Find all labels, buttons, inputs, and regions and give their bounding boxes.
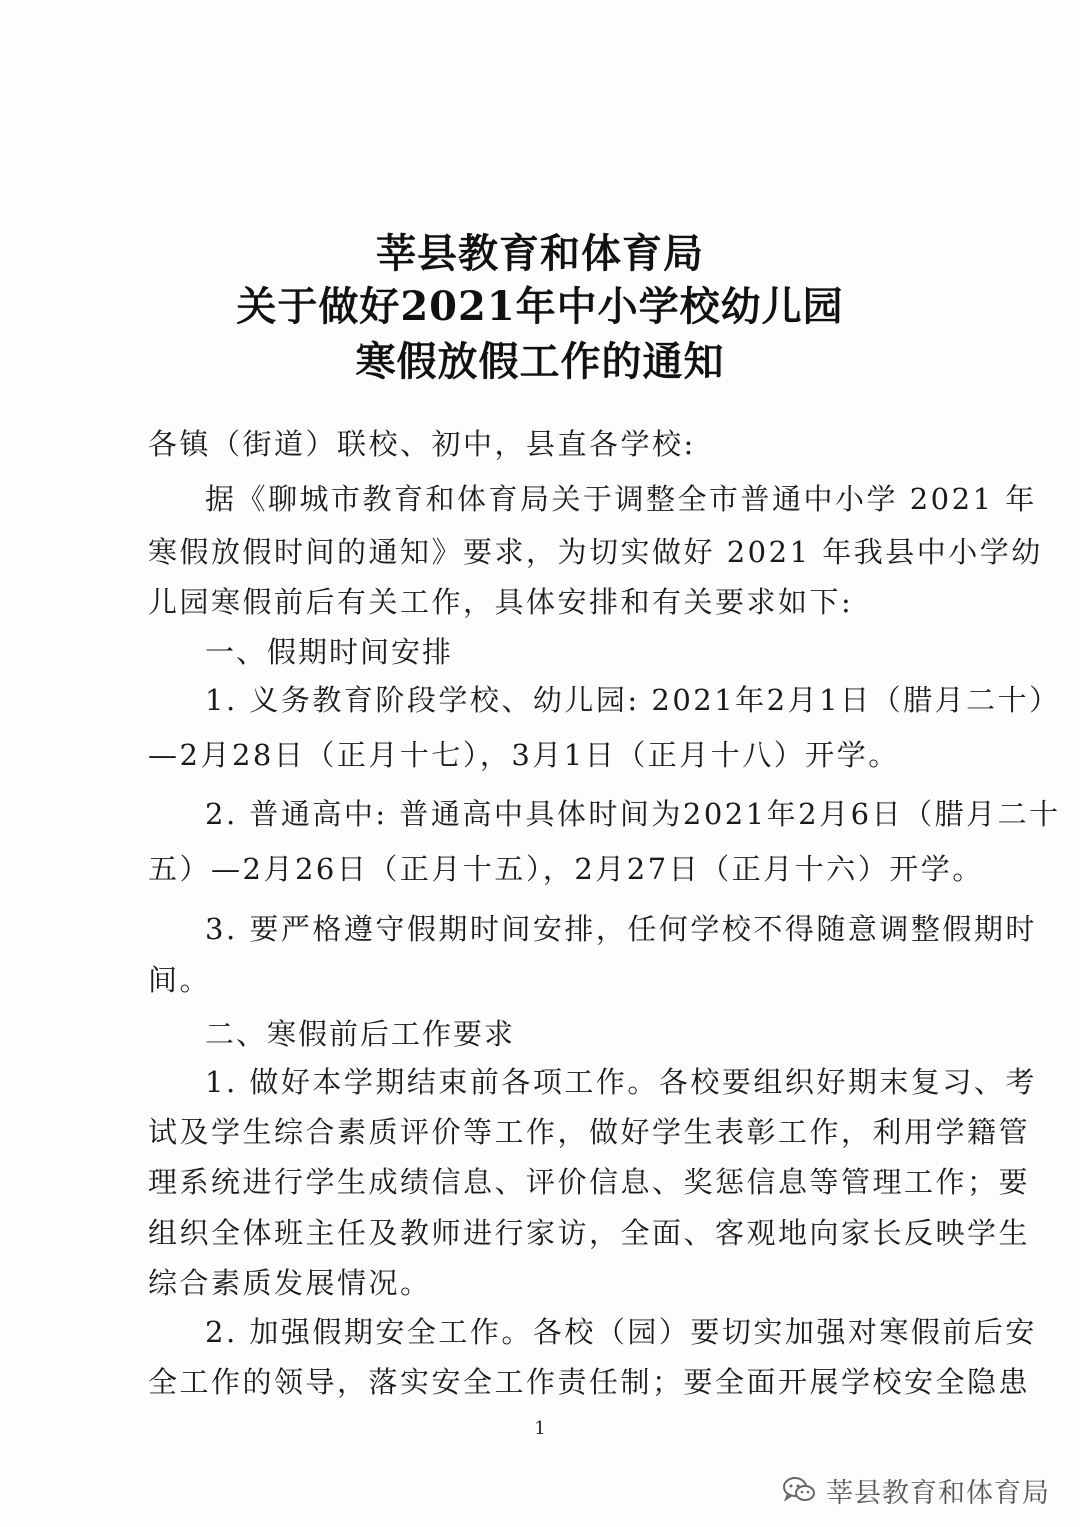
s2-item1-line-1: 1. 做好本学期结束前各项工作。各校要组织好期末复习、考 — [205, 1065, 1037, 1099]
intro-line-2: 寒假放假时间的通知》要求，为切实做好 2021 年我县中小学幼 — [148, 535, 1043, 569]
s1-item1-line-1: 1. 义务教育阶段学校、幼儿园: 2021年2月1日（腊月二十） — [205, 683, 1061, 717]
doc-title-line-2: 关于做好2021年中小学校幼儿园 — [236, 283, 844, 330]
s1-item2-line-1: 2. 普通高中: 普通高中具体时间为2021年2月6日（腊月二十 — [205, 797, 1061, 831]
section1-heading: 一、假期时间安排 — [205, 635, 454, 669]
doc-title-line-1: 莘县教育和体育局 — [376, 230, 704, 277]
page-number: 1 — [534, 1418, 546, 1439]
section2-heading: 二、寒假前后工作要求 — [205, 1017, 516, 1051]
intro-line-3: 儿园寒假前后有关工作，具体安排和有关要求如下: — [148, 585, 854, 619]
s2-item1-line-3: 理系统进行学生成绩信息、评价信息、奖惩信息等管理工作；要 — [148, 1165, 1031, 1199]
doc-title-line-3: 寒假放假工作的通知 — [355, 338, 725, 385]
wechat-icon — [782, 1475, 816, 1505]
s1-item3-line-2: 间。 — [148, 963, 212, 997]
s2-item1-line-4: 组织全体班主任及教师进行家访，全面、客观地向家长反映学生 — [148, 1216, 1031, 1250]
wechat-watermark — [782, 1472, 1050, 1508]
s2-item1-line-5: 综合素质发展情况。 — [148, 1266, 432, 1300]
s1-item2-line-2: 五）—2月26日（正月十五），2月27日（正月十六）开学。 — [148, 852, 984, 886]
s2-item2-line-1: 2. 加强假期安全工作。各校（园）要切实加强对寒假前后安 — [205, 1315, 1037, 1349]
intro-line-1: 据《聊城市教育和体育局关于调整全市普通中小学 2021 年 — [205, 482, 1037, 516]
s2-item1-line-2: 试及学生综合素质评价等工作，做好学生表彰工作，利用学籍管 — [148, 1115, 1031, 1149]
s2-item2-line-2: 全工作的领导，落实安全工作责任制；要全面开展学校安全隐患 — [148, 1365, 1031, 1399]
s1-item3-line-1: 3. 要严格遵守假期时间安排，任何学校不得随意调整假期时 — [205, 912, 1037, 946]
s1-item1-line-2: —2月28日（正月十七），3月1日（正月十八）开学。 — [148, 738, 900, 772]
salutation: 各镇（街道）联校、初中，县直各学校: — [148, 427, 696, 461]
watermark-text: 莘县教育和体育局 — [826, 1477, 1050, 1509]
